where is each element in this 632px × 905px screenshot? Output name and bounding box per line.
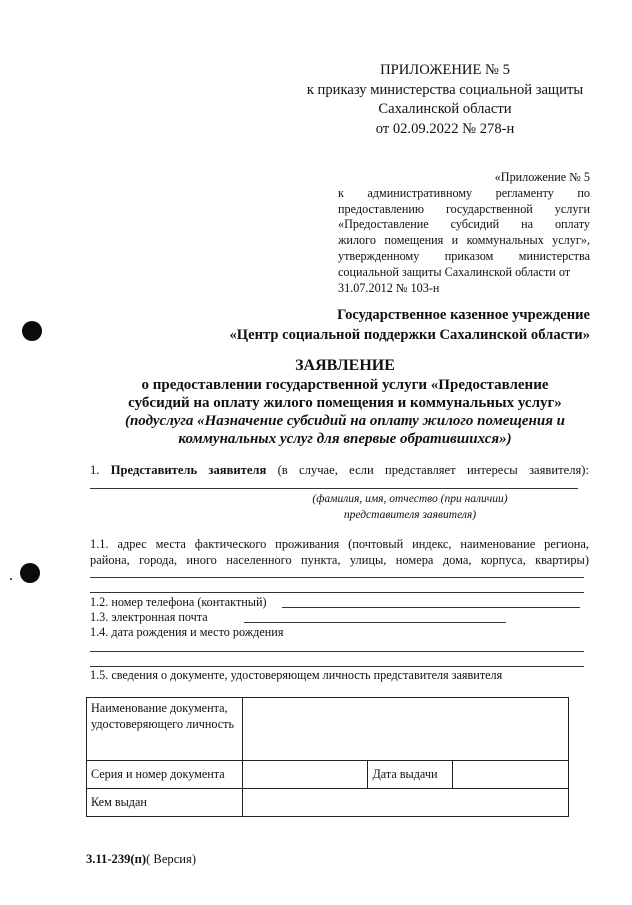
regulation-line: предоставлению государственной услуги	[338, 201, 590, 216]
institution-name: «Центр социальной поддержки Сахалинской области»	[229, 327, 590, 343]
punch-hole-mark	[20, 563, 40, 583]
regulation-reference	[338, 170, 590, 296]
series-number-label: Серия и номер документа	[87, 761, 243, 789]
appendix-region-line: Сахалинской области	[378, 101, 512, 117]
scan-speck	[10, 578, 12, 580]
application-subject-line: о предоставлении государственной услуги «Предоставление	[141, 377, 549, 393]
application-heading: ЗАЯВЛЕНИЕ	[295, 357, 395, 374]
appendix-order-line: к приказу министерства социальной защиты	[306, 81, 584, 98]
section-1-note: (в случае, если представляет интересы заявителя):	[277, 463, 589, 477]
birth-field[interactable]	[90, 666, 584, 667]
application-title	[60, 356, 630, 448]
table-row	[87, 761, 569, 789]
regulation-line: утвержденному приказом министерства	[338, 248, 590, 263]
email-field[interactable]	[244, 622, 506, 623]
doc-name-label: Наименование документа, удостоверяющего личность	[87, 698, 243, 761]
appendix-header	[300, 61, 590, 139]
section-1-label: Представитель заявителя	[110, 463, 267, 477]
series-number-value[interactable]	[242, 761, 368, 789]
table-row	[87, 698, 569, 761]
address-field[interactable]	[90, 577, 584, 578]
address-label-line: 1.1. адрес места фактического проживания (почтовый индекс, наименование региона,	[90, 537, 589, 551]
representative-name-hint	[230, 491, 590, 523]
section-1-heading	[90, 462, 589, 479]
regulation-appendix-number: «Приложение № 5	[494, 170, 590, 184]
punch-hole-mark	[22, 321, 42, 341]
regulation-line: 31.07.2012 № 103-н	[338, 280, 440, 295]
email-label: 1.3. электронная почта	[90, 610, 208, 624]
regulation-line: к административному регламенту по	[338, 185, 590, 200]
birth-label: 1.4. дата рождения и место рождения	[90, 625, 284, 639]
form-code: 3.11-239(п)	[86, 852, 147, 866]
birth-field[interactable]	[90, 651, 584, 652]
phone-field[interactable]	[282, 607, 580, 608]
address-label	[90, 536, 589, 568]
issue-date-value[interactable]	[453, 761, 569, 789]
section-1-number: 1.	[90, 463, 100, 477]
subservice-line: (подуслуга «Назначение субсидий на оплату жилого помещения и	[124, 413, 566, 429]
regulation-line: «Предоставление субсидий на оплату	[338, 217, 590, 232]
form-code-footer	[86, 852, 196, 867]
appendix-title: ПРИЛОЖЕНИЕ № 5	[380, 62, 510, 78]
id-document-label: 1.5. сведения о документе, удостоверяющем личность представителя заявителя	[90, 668, 503, 682]
issued-by-value[interactable]	[242, 789, 568, 817]
subservice-line: коммунальных услуг для впервые обратившихся»)	[178, 431, 512, 447]
institution-block	[100, 305, 590, 345]
issued-by-label: Кем выдан	[87, 789, 243, 817]
hint-line: представителя заявителя)	[343, 509, 477, 521]
application-subject-line: субсидий на оплату жилого помещения и коммунальных услуг»	[128, 395, 562, 411]
address-field[interactable]	[90, 592, 584, 593]
institution-type: Государственное казенное учреждение	[337, 307, 590, 323]
regulation-line: жилого помещения и коммунальных услуг»,	[338, 233, 590, 248]
id-document-table	[86, 697, 569, 817]
representative-name-field[interactable]	[90, 488, 578, 489]
hint-line: (фамилия, имя, отчество (при наличии)	[312, 493, 508, 505]
address-label-line: района, города, иного населенного пункта, улицы, номера дома, корпуса, квартиры)	[90, 553, 589, 567]
regulation-line: социальной защиты Сахалинской области от	[338, 264, 571, 279]
issue-date-label: Дата выдачи	[368, 761, 453, 789]
doc-name-value[interactable]	[242, 698, 568, 761]
form-version: ( Версия)	[146, 852, 197, 866]
phone-label: 1.2. номер телефона (контактный)	[90, 595, 267, 609]
appendix-date-line: от 02.09.2022 № 278-н	[375, 120, 515, 137]
table-row	[87, 789, 569, 817]
